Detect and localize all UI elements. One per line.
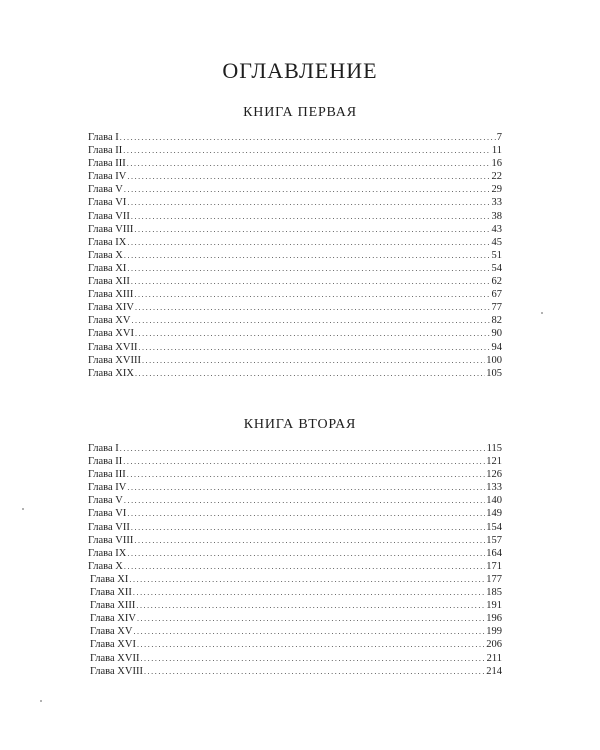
chapter-page-number: 206 [486,639,502,651]
chapter-page-number: 82 [491,315,502,327]
dot-leader [134,534,485,547]
chapter-page-number: 33 [491,197,502,209]
toc-entry [88,625,502,638]
toc-entry [88,455,502,468]
dot-leader [127,468,485,481]
book-two-chapter-list [88,442,502,678]
dot-leader [133,586,485,599]
chapter-label: Глава IX [88,236,127,248]
chapter-page-number: 54 [491,262,502,274]
dot-leader [127,196,490,209]
dot-leader [131,521,485,534]
dot-leader [120,131,496,144]
chapter-label: Глава IV [88,171,127,183]
chapter-label: Глава X [88,560,123,572]
chapter-label: Глава VII [88,521,130,533]
chapter-label: Глава XVII [88,341,138,353]
dot-leader [124,249,491,262]
chapter-page-number: 77 [491,302,502,314]
chapter-label: Глава VIII [88,534,134,546]
chapter-label: Глава VI [88,508,127,520]
dot-leader [124,494,485,507]
dot-leader [133,625,485,638]
chapter-label: Глава VI [88,197,127,209]
chapter-label: Глава XI [88,262,127,274]
chapter-page-number: 149 [486,508,502,520]
toc-entry [88,341,502,354]
dot-leader [136,599,485,612]
toc-entry [88,288,502,301]
dot-leader [127,547,485,560]
dot-leader [127,481,485,494]
chapter-label: Глава XVI [90,639,136,651]
toc-entry [88,560,502,573]
toc-entry [88,236,502,249]
chapter-label: Глава XIV [90,613,136,625]
toc-entry [88,468,502,481]
toc-entry [88,612,502,625]
chapter-page-number: 154 [486,521,502,533]
chapter-label: Глава XI [90,573,129,585]
dot-leader [137,638,485,651]
toc-entry [88,442,502,455]
toc-entry [88,249,502,262]
toc-entry [88,144,502,157]
chapter-page-number: 126 [486,469,502,481]
chapter-page-number: 171 [486,560,502,572]
chapter-label: Глава XIX [88,367,134,379]
chapter-label: Глава XVII [90,652,140,664]
toc-entry [88,327,502,340]
toc-entry [88,547,502,560]
chapter-page-number: 177 [486,573,502,585]
toc-entry [88,367,502,380]
toc-entry [88,354,502,367]
chapter-page-number: 214 [486,665,502,677]
chapter-page-number: 11 [491,145,502,157]
toc-entry [88,157,502,170]
dot-leader [131,210,491,223]
toc-entry [88,131,502,144]
book-one-chapter-list [88,131,502,380]
toc-entry [88,210,502,223]
chapter-label: Глава III [88,158,126,170]
chapter-label: Глава XV [90,626,133,638]
chapter-page-number: 67 [491,289,502,301]
book-one-heading: КНИГА ПЕРВАЯ [243,105,357,120]
toc-entry [88,638,502,651]
chapter-label: Глава I [88,443,119,454]
toc-entry [88,183,502,196]
chapter-label: Глава V [88,495,123,507]
dot-leader [135,327,491,340]
toc-entry [88,665,502,678]
chapter-page-number: 115 [486,443,502,454]
dot-leader [135,367,485,380]
book-two-heading: КНИГА ВТОРАЯ [243,417,357,432]
dot-leader [138,341,490,354]
dot-leader [134,288,490,301]
chapter-page-number: 38 [491,210,502,222]
dot-leader [131,275,491,288]
chapter-label: Глава X [88,249,123,261]
dot-leader [137,612,485,625]
dot-leader [140,652,485,665]
chapter-page-number: 43 [491,223,502,235]
chapter-label: Глава XII [88,276,130,288]
chapter-page-number: 121 [486,456,502,468]
chapter-page-number: 199 [486,626,502,638]
toc-entry [88,170,502,183]
toc-entry [88,301,502,314]
chapter-page-number: 211 [486,652,502,664]
chapter-page-number: 16 [491,158,502,170]
toc-entry [88,534,502,547]
toc-entry [88,275,502,288]
dot-leader [127,157,491,170]
chapter-label: Глава IV [88,482,127,494]
chapter-label: Глава VII [88,210,130,222]
chapter-label: Глава XIII [90,600,136,612]
toc-entry [88,521,502,534]
chapter-page-number: 22 [491,171,502,183]
chapter-label: Глава II [88,145,123,157]
dot-leader [124,183,491,196]
toc-entry [88,223,502,236]
dot-leader [129,573,485,586]
dot-leader [142,354,485,367]
chapter-page-number: 29 [491,184,502,196]
chapter-page-number: 90 [491,328,502,340]
chapter-page-number: 185 [486,587,502,599]
toc-entry [88,599,502,612]
dot-leader [120,442,486,455]
dot-leader [124,560,485,573]
chapter-label: Глава XVIII [90,665,143,677]
chapter-page-number: 94 [491,341,502,353]
chapter-label: Глава XVIII [88,354,141,366]
paper-speck [541,312,543,314]
toc-entry [88,507,502,520]
dot-leader [131,314,490,327]
chapter-page-number: 196 [486,613,502,625]
chapter-label: Глава I [88,132,119,143]
chapter-label: Глава XVI [88,328,134,340]
paper-speck [22,508,24,510]
chapter-label: Глава II [88,456,123,468]
chapter-page-number: 105 [486,367,502,379]
toc-entry [88,573,502,586]
page-title: ОГЛАВЛЕНИЕ [222,58,378,83]
chapter-page-number: 62 [491,276,502,288]
dot-leader [127,262,490,275]
dot-leader [123,144,491,157]
chapter-page-number: 191 [486,600,502,612]
dot-leader [144,665,485,678]
dot-leader [134,223,490,236]
dot-leader [127,236,490,249]
chapter-label: Глава IX [88,547,127,559]
toc-entry [88,481,502,494]
chapter-page-number: 140 [486,495,502,507]
dot-leader [123,455,485,468]
chapter-label: Глава XII [90,587,132,599]
chapter-page-number: 133 [486,482,502,494]
toc-entry [88,586,502,599]
chapter-label: Глава XV [88,315,131,327]
chapter-label: Глава III [88,469,126,481]
chapter-label: Глава VIII [88,223,134,235]
chapter-page-number: 7 [496,132,502,143]
chapter-label: Глава V [88,184,123,196]
dot-leader [135,301,491,314]
chapter-page-number: 164 [486,547,502,559]
paper-speck [40,700,42,702]
toc-entry [88,314,502,327]
chapter-page-number: 51 [491,249,502,261]
chapter-label: Глава XIV [88,302,134,314]
chapter-page-number: 157 [486,534,502,546]
toc-entry [88,652,502,665]
dot-leader [127,507,485,520]
dot-leader [127,170,490,183]
toc-entry [88,494,502,507]
chapter-page-number: 100 [486,354,502,366]
chapter-page-number: 45 [491,236,502,248]
chapter-label: Глава XIII [88,289,134,301]
toc-entry [88,196,502,209]
toc-entry [88,262,502,275]
